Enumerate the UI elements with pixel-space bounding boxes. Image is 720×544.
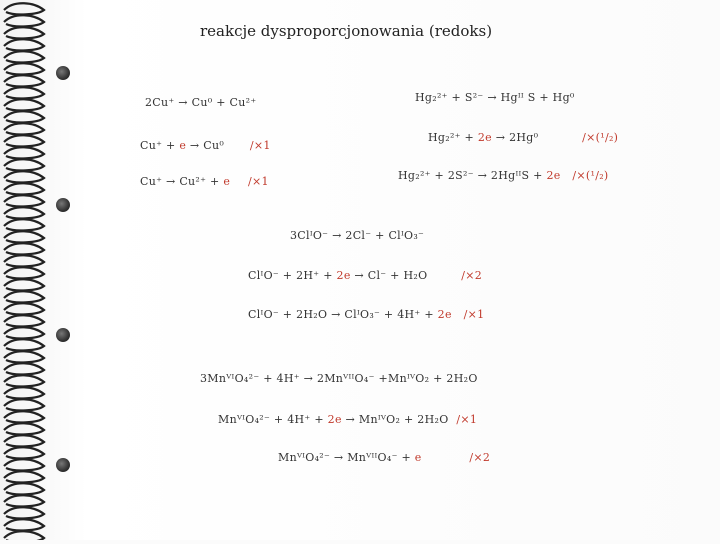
spiral-coil	[4, 99, 44, 110]
spiral-coil	[4, 207, 44, 218]
spiral-coil	[4, 183, 44, 194]
hg-ox-left: Hg₂²⁺ + 2S²⁻ → 2HgᴵᴵS +	[398, 169, 547, 182]
mn-ox-multiplier: /×2	[469, 451, 491, 464]
electron-symbol: e	[223, 175, 231, 188]
punch-hole	[56, 66, 70, 80]
cl-oxidation-half	[248, 308, 484, 321]
cu-ox-multiplier: /×1	[247, 175, 269, 188]
spiral-coil	[4, 171, 44, 182]
spiral-coil	[4, 471, 44, 482]
spiral-coil	[4, 459, 44, 470]
cu-ox-left: Cu⁺ → Cu²⁺ +	[140, 175, 224, 188]
spiral-coil	[4, 291, 44, 302]
spiral-coil	[4, 111, 44, 122]
cu-reduction-half	[140, 139, 271, 152]
punch-hole	[56, 458, 70, 472]
hg-reduction-half	[428, 131, 618, 144]
spiral-coil	[4, 3, 44, 14]
spiral-coil	[4, 27, 44, 38]
cl-ox-multiplier: /×1	[463, 308, 485, 321]
spiral-coil	[4, 495, 44, 506]
spiral-coil	[4, 147, 44, 158]
cl-red-right: → Cl⁻ + H₂O	[350, 269, 428, 282]
spiral-coil	[4, 387, 44, 398]
electron-symbol: e	[414, 451, 422, 464]
punch-hole	[56, 328, 70, 342]
hg-main-equation: Hg₂²⁺ + S²⁻ → Hgᴵᴵ S + Hg⁰	[415, 91, 575, 104]
electron-symbol: e	[179, 139, 187, 152]
spiral-coil	[4, 255, 44, 266]
spiral-coil	[4, 363, 44, 374]
electron-symbol: 2e	[477, 131, 492, 144]
hg-oxidation-half	[398, 169, 609, 182]
spiral-coil	[4, 483, 44, 494]
spiral-coil	[4, 411, 44, 422]
cl-red-multiplier: /×2	[461, 269, 483, 282]
mn-reduction-half	[218, 413, 477, 426]
spiral-coil	[4, 63, 44, 74]
page-title: reakcje dysproporcjonowania (redoks)	[200, 22, 493, 40]
hg-red-left: Hg₂²⁺ +	[428, 131, 478, 144]
spiral-coil	[4, 123, 44, 134]
spiral-coil	[4, 315, 44, 326]
spiral-coil	[4, 531, 44, 540]
cu-main-equation: 2Cu⁺ → Cu⁰ + Cu²⁺	[145, 96, 257, 109]
mn-ox-left: MnⱽᴵO₄²⁻ → MnⱽᴵᴵO₄⁻ +	[278, 451, 415, 464]
spiral-coils-icon	[0, 0, 60, 540]
spiral-coil	[4, 231, 44, 242]
electron-symbol: 2e	[437, 308, 452, 321]
spiral-coil	[4, 399, 44, 410]
spiral-coil	[4, 339, 44, 350]
electron-symbol: 2e	[546, 169, 561, 182]
spiral-coil	[4, 39, 44, 50]
spiral-coil	[4, 327, 44, 338]
spiral-coil	[4, 423, 44, 434]
spiral-coil	[4, 75, 44, 86]
mn-red-left: MnⱽᴵO₄²⁻ + 4H⁺ +	[218, 413, 328, 426]
mn-red-right: → MnᴵⱽO₂ + 2H₂O	[341, 413, 449, 426]
spiral-coil	[4, 267, 44, 278]
cl-main-equation: 3ClᴵO⁻ → 2Cl⁻ + ClᴵO₃⁻	[290, 229, 425, 242]
spiral-coil	[4, 375, 44, 386]
spiral-coil	[4, 87, 44, 98]
spiral-coil	[4, 519, 44, 530]
spiral-coil	[4, 435, 44, 446]
spiral-coil	[4, 159, 44, 170]
cu-red-right: → Cu⁰	[186, 139, 225, 152]
cu-oxidation-half	[140, 175, 269, 188]
mn-red-multiplier: /×1	[456, 413, 478, 426]
spiral-coil	[4, 135, 44, 146]
spiral-coil	[4, 195, 44, 206]
spiral-coil	[4, 15, 44, 26]
spiral-coil	[4, 243, 44, 254]
hg-red-multiplier: /×(¹/₂)	[582, 131, 619, 144]
cl-red-left: ClᴵO⁻ + 2H⁺ +	[248, 269, 337, 282]
cu-red-multiplier: /×1	[249, 139, 271, 152]
cu-red-left: Cu⁺ +	[140, 139, 180, 152]
electron-symbol: 2e	[336, 269, 351, 282]
mn-oxidation-half	[278, 451, 490, 464]
mn-main-equation: 3MnⱽᴵO₄²⁻ + 4H⁺ → 2MnⱽᴵᴵO₄⁻ +MnᴵⱽO₂ + 2H₂O	[200, 372, 478, 385]
spiral-coil	[4, 219, 44, 230]
spiral-coil	[4, 447, 44, 458]
spiral-coil	[4, 51, 44, 62]
spiral-coil	[4, 351, 44, 362]
spiral-coil	[4, 303, 44, 314]
spiral-coil	[4, 507, 44, 518]
hg-red-right: → 2Hg⁰	[491, 131, 539, 144]
punch-hole	[56, 198, 70, 212]
spiral-coil	[4, 279, 44, 290]
spiral-binding	[0, 0, 60, 540]
cl-reduction-half	[248, 269, 482, 282]
cl-ox-left: ClᴵO⁻ + 2H₂O → ClᴵO₃⁻ + 4H⁺ +	[248, 308, 438, 321]
hg-ox-multiplier: /×(¹/₂)	[572, 169, 609, 182]
electron-symbol: 2e	[327, 413, 342, 426]
